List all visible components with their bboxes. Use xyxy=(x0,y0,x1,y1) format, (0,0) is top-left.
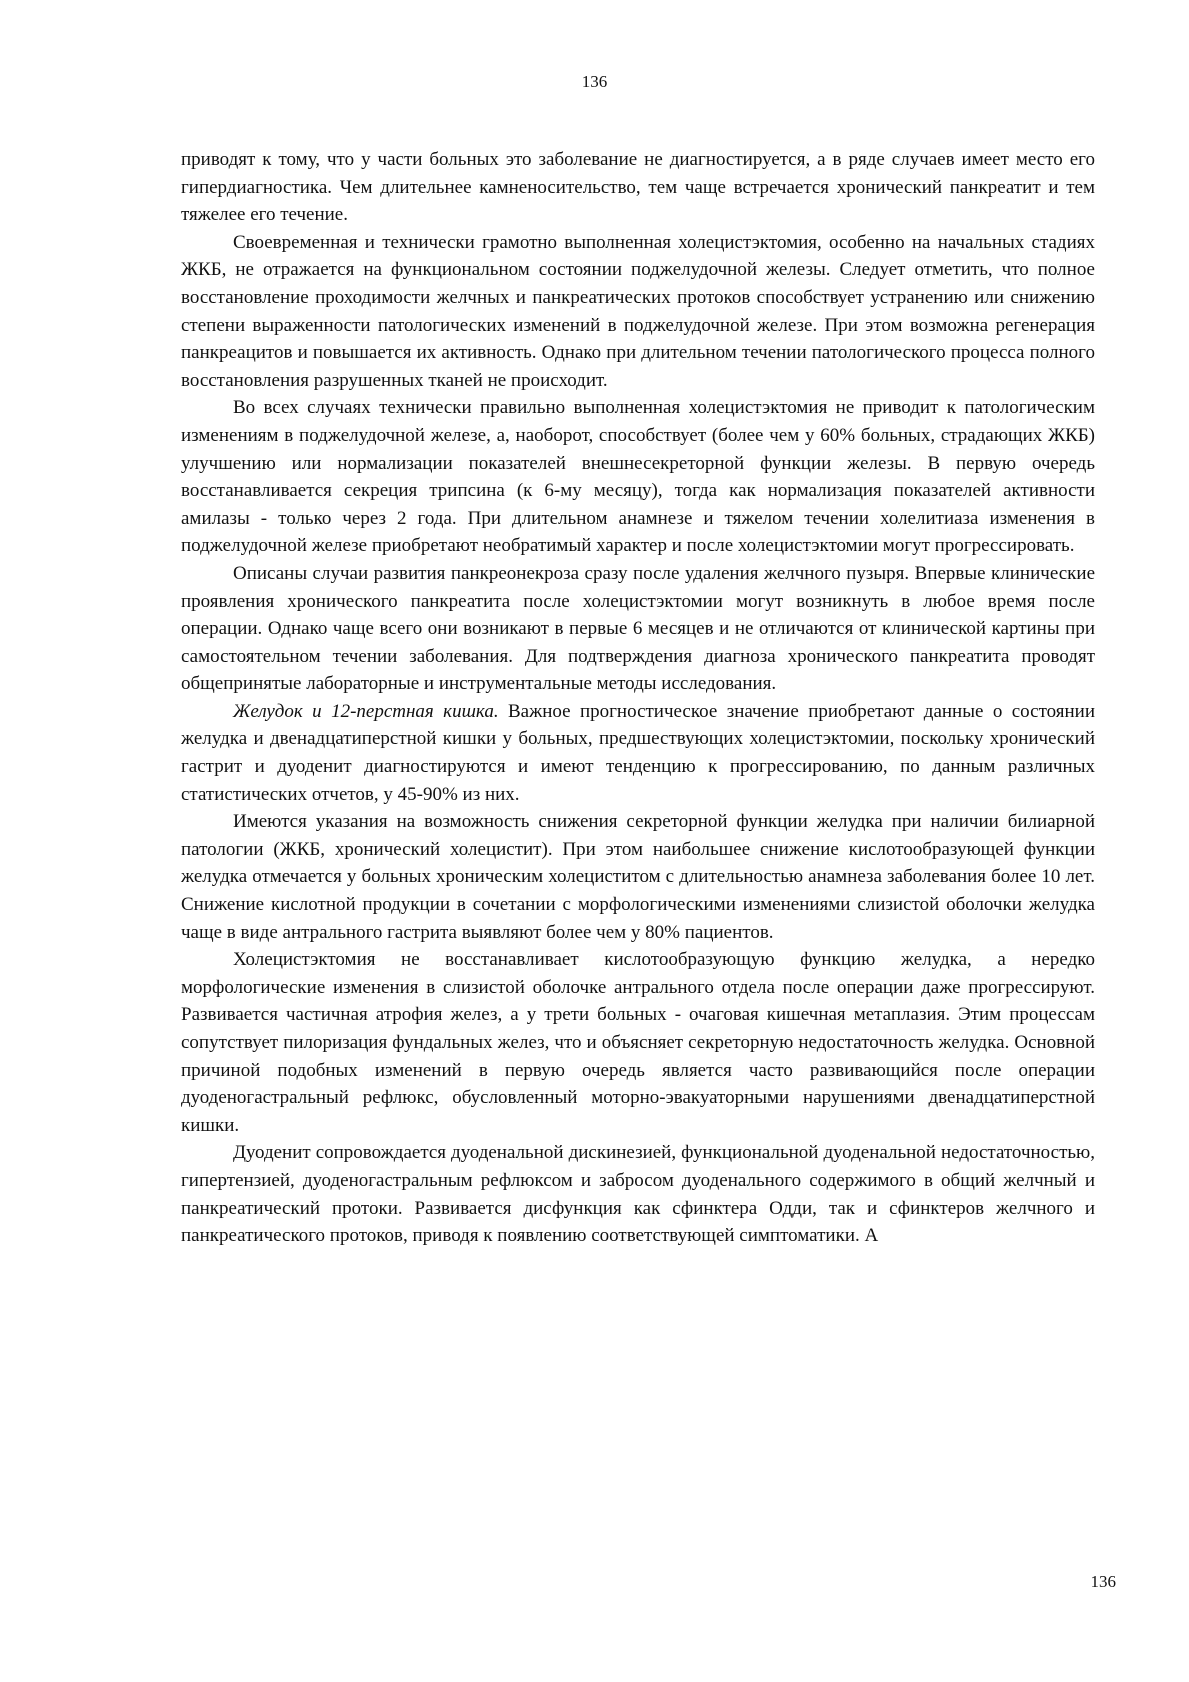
page-number-bottom: 136 xyxy=(1090,1572,1116,1591)
paragraph-3: Во всех случаях технически правильно выполненная холецистэктомия не приводит к патологическим изменениям в поджелудочной железе, а, наоборот, способствует (более чем у 60% больных, страдающих ЖКБ) улучшению или нормализации показателей внешнесекреторной функции железы. В первую очередь восстанавливается секреция трипсина (к 6-му месяцу), тогда как нормализация показателей активности амилазы - только через 2 года. При длительном анамнезе и тяжелом течении холелитиаза изменения в поджелудочной железе приобретают необратимый характер и после холецистэктомии могут прогрессировать. xyxy=(181,397,1095,557)
document-body xyxy=(181,146,1095,1250)
paragraph-1: приводят к тому, что у части больных это заболевание не диагностируется, а в ряде случаев имеет место его гипердиагностика. Чем длительнее камненосительство, тем чаще встречается хронический панкреатит и тем тяжелее его течение. xyxy=(181,149,1095,226)
section-heading-inline: Желудок и 12-перстная кишка. xyxy=(233,700,499,722)
page-number-top: 136 xyxy=(581,72,608,91)
paragraph-6: Имеются указания на возможность снижения секреторной функции желудка при наличии билиарной патологии (ЖКБ, хронический холецистит). При этом наибольшее снижение кислотообразующей функции желудка отмечается у больных хроническим холециститом с длительностью анамнеза заболевания более 10 лет. Снижение кислотной продукции в сочетании с морфологическими изменениями слизистой оболочки желудка чаще в виде антрального гастрита выявляют более чем у 80% пациентов. xyxy=(181,811,1095,943)
paragraph-8: Дуоденит сопровождается дуоденальной дискинезией, функциональной дуоденальной недостаточностью, гипертензией, дуоденогастральным рефлюксом и забросом дуоденального содержимого в общий желчный и панкреатический протоки. Развивается дисфункция как сфинктера Одди, так и сфинктеров желчного и панкреатического протоков, приводя к появлению соответствующей симптоматики. А xyxy=(181,1142,1095,1247)
paragraph-7: Холецистэктомия не восстанавливает кислотообразующую функцию желудка, а нередко морфологические изменения в слизистой оболочке антрального отдела после операции даже прогрессируют. Развивается частичная атрофия желез, а у трети больных - очаговая кишечная метаплазия. Этим процессам сопутствует пилоризация фундальных желез, что и объясняет секреторную недостаточность желудка. Основной причиной подобных изменений в первую очередь является часто развивающийся после операции дуоденогастральный рефлюкс, обусловленный моторно-эвакуаторными нарушениями двенадцатиперстной кишки. xyxy=(181,949,1095,1136)
paragraph-5 xyxy=(181,698,1095,808)
paragraph-5-text: Важное прогностическое значение приобретают данные о состоянии желудка и двенадцатиперстной кишки у больных, предшествующих холецистэктомии, поскольку хронический гастрит и дуоденит диагностируются и имеют тенденцию к прогрессированию, по данным различных статистических отчетов, у 45-90% из них. xyxy=(181,700,1096,805)
paragraph-4: Описаны случаи развития панкреонекроза сразу после удаления желчного пузыря. Впервые клинические проявления хронического панкреатита после холецистэктомии могут возникнуть в любое время после операции. Однако чаще всего они возникают в первые 6 месяцев и не отличаются от клинической картины при самостоятельном течении заболевания. Для подтверждения диагноза хронического панкреатита проводят общепринятые лабораторные и инструментальные методы исследования. xyxy=(181,562,1095,695)
paragraph-2: Своевременная и технически грамотно выполненная холецистэктомия, особенно на начальных стадиях ЖКБ, не отражается на функциональном состоянии поджелудочной железы. Следует отметить, что полное восстановление проходимости желчных и панкреатических протоков способствует устранению или снижению степени выраженности патологических изменений в поджелудочной железе. При этом возможна регенерация панкреацитов и повышается их активность. Однако при длительном течении патологического процесса полного восстановления разрушенных тканей не происходит. xyxy=(181,231,1095,391)
